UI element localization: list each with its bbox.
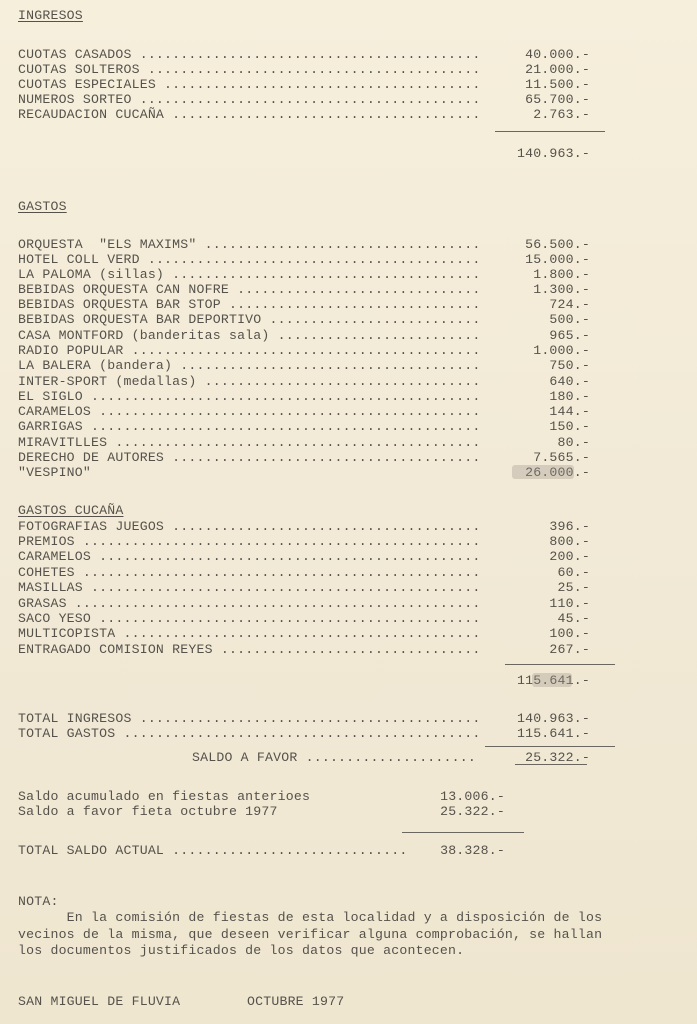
divider xyxy=(495,131,605,132)
cucana-item-amount: 100.- xyxy=(549,626,590,641)
gastos-item-label: LA BALERA (bandera) ..... xyxy=(18,358,478,373)
gastos-item-amount: 26.000.- xyxy=(525,465,590,480)
gastos-item-amount: 56.500.- xyxy=(525,237,590,252)
divider xyxy=(402,832,524,833)
saldo-anteriores-label: Saldo acumulado en fiestas anterioes xyxy=(18,789,311,804)
ingresos-total: 140.963.- xyxy=(516,146,590,161)
cucana-item-amount: 110.- xyxy=(549,596,590,611)
cucana-total: 115.641.- xyxy=(516,673,590,688)
gastos-item-label: ORQUESTA "ELS MAXIMS" ..... xyxy=(18,237,478,252)
nota-line: vecinos de la misma, que deseen verificar alguna comprobación, se hallan xyxy=(18,927,603,942)
gastos-item-label: EL SIGLO ..... xyxy=(18,389,478,404)
gastos-item-amount: 640.- xyxy=(549,374,590,389)
ingresos-item-label: NUMEROS SORTEO ..... xyxy=(18,92,478,107)
gastos-item-amount: 724.- xyxy=(549,297,590,312)
gastos-item-label: "VESPINO" xyxy=(18,465,92,480)
gastos-item-label: RADIO POPULAR ..... xyxy=(18,343,478,358)
ingresos-item-label: CUOTAS SOLTEROS ..... xyxy=(18,62,478,77)
cucana-item-label: GRASAS ..... xyxy=(18,596,478,611)
gastos-item-amount: 500.- xyxy=(549,312,590,327)
footer-place: SAN MIGUEL DE FLUVIA xyxy=(18,994,181,1009)
ingresos-item-amount: 40.000.- xyxy=(525,47,590,62)
gastos-item-amount: 965.- xyxy=(549,328,590,343)
gastos-item-amount: 750.- xyxy=(549,358,590,373)
cucana-item-amount: 267.- xyxy=(549,642,590,657)
cucana-item-label: CARAMELOS ..... xyxy=(18,549,478,564)
saldo-underline xyxy=(515,764,587,765)
cucana-item-label: MULTICOPISTA ..... xyxy=(18,626,478,641)
cucana-item-amount: 200.- xyxy=(549,549,590,564)
nota-line: En la comisión de fiestas de esta localidad y a disposición de los xyxy=(18,910,603,925)
ingresos-heading: INGRESOS xyxy=(18,8,83,23)
total-gastos-amount: 115.641.- xyxy=(516,726,590,741)
ingresos-item-amount: 65.700.- xyxy=(525,92,590,107)
cucana-item-label: MASILLAS ..... xyxy=(18,580,478,595)
gastos-item-label: GARRIGAS ..... xyxy=(18,419,478,434)
gastos-item-amount: 15.000.- xyxy=(525,252,590,267)
gastos-item-label: LA PALOMA (sillas) ..... xyxy=(18,267,478,282)
gastos-item-amount: 1.300.- xyxy=(533,282,590,297)
cucana-item-amount: 25.- xyxy=(557,580,590,595)
cucana-item-label: PREMIOS ..... xyxy=(18,534,478,549)
cucana-item-amount: 396.- xyxy=(549,519,590,534)
gastos-item-amount: 144.- xyxy=(549,404,590,419)
ingresos-item-amount: 21.000.- xyxy=(525,62,590,77)
footer-date: OCTUBRE 1977 xyxy=(247,994,345,1009)
gastos-item-label: MIRAVITLLES ..... xyxy=(18,435,478,450)
gastos-item-amount: 180.- xyxy=(549,389,590,404)
cucana-item-label: SACO YESO ..... xyxy=(18,611,478,626)
gastos-item-label: CARAMELOS ..... xyxy=(18,404,478,419)
gastos-item-amount: 1.800.- xyxy=(533,267,590,282)
gastos-item-label: BEBIDAS ORQUESTA CAN NOFRE ..... xyxy=(18,282,478,297)
saldo-label: SALDO A FAVOR ..... xyxy=(192,750,479,765)
gastos-item-label: INTER-SPORT (medallas) ..... xyxy=(18,374,478,389)
gastos-item-label: CASA MONTFORD (banderitas sala) ..... xyxy=(18,328,478,343)
ingresos-item-amount: 11.500.- xyxy=(525,77,590,92)
nota-line: los documentos justificados de los datos que acontecen. xyxy=(18,943,465,958)
gastos-item-label: BEBIDAS ORQUESTA BAR DEPORTIVO ..... xyxy=(18,312,478,327)
gastos-item-label: DERECHO DE AUTORES ..... xyxy=(18,450,478,465)
gastos-item-label: HOTEL COLL VERD ..... xyxy=(18,252,478,267)
cucana-item-label: ENTRAGADO COMISION REYES ..... xyxy=(18,642,478,657)
cucana-item-amount: 800.- xyxy=(549,534,590,549)
gastos-item-amount: 1.000.- xyxy=(533,343,590,358)
cucana-item-amount: 60.- xyxy=(557,565,590,580)
saldo-octubre-label: Saldo a favor fieta octubre 1977 xyxy=(18,804,278,819)
divider xyxy=(505,664,615,665)
cucana-item-label: COHETES ..... xyxy=(18,565,478,580)
gastos-item-amount: 7.565.- xyxy=(533,450,590,465)
gastos-item-amount: 80.- xyxy=(557,435,590,450)
divider xyxy=(485,746,615,747)
cucana-item-amount: 45.- xyxy=(557,611,590,626)
ink-smudge xyxy=(532,673,572,687)
total-gastos-label: TOTAL GASTOS ..... xyxy=(18,726,478,741)
saldo-amount: 25.322.- xyxy=(525,750,590,765)
ingresos-item-amount: 2.763.- xyxy=(533,107,590,122)
total-saldo-label: TOTAL SALDO ACTUAL ..... xyxy=(18,843,408,858)
ink-smudge xyxy=(512,465,574,479)
saldo-octubre-amount: 25.322.- xyxy=(440,804,505,819)
ingresos-item-label: RECAUDACION CUCAÑA ..... xyxy=(18,107,478,122)
gastos-item-label: BEBIDAS ORQUESTA BAR STOP ..... xyxy=(18,297,478,312)
gastos-cucana-heading: GASTOS CUCAÑA xyxy=(18,503,124,518)
total-ingresos-amount: 140.963.- xyxy=(516,711,590,726)
total-ingresos-label: TOTAL INGRESOS ..... xyxy=(18,711,478,726)
ingresos-item-label: CUOTAS CASADOS ..... xyxy=(18,47,478,62)
nota-heading: NOTA: xyxy=(18,894,59,909)
gastos-item-amount: 150.- xyxy=(549,419,590,434)
gastos-heading: GASTOS xyxy=(18,199,67,214)
saldo-anteriores-amount: 13.006.- xyxy=(440,789,505,804)
ingresos-item-label: CUOTAS ESPECIALES ..... xyxy=(18,77,478,92)
cucana-item-label: FOTOGRAFIAS JUEGOS ..... xyxy=(18,519,478,534)
total-saldo-amount: 38.328.- xyxy=(440,843,505,858)
